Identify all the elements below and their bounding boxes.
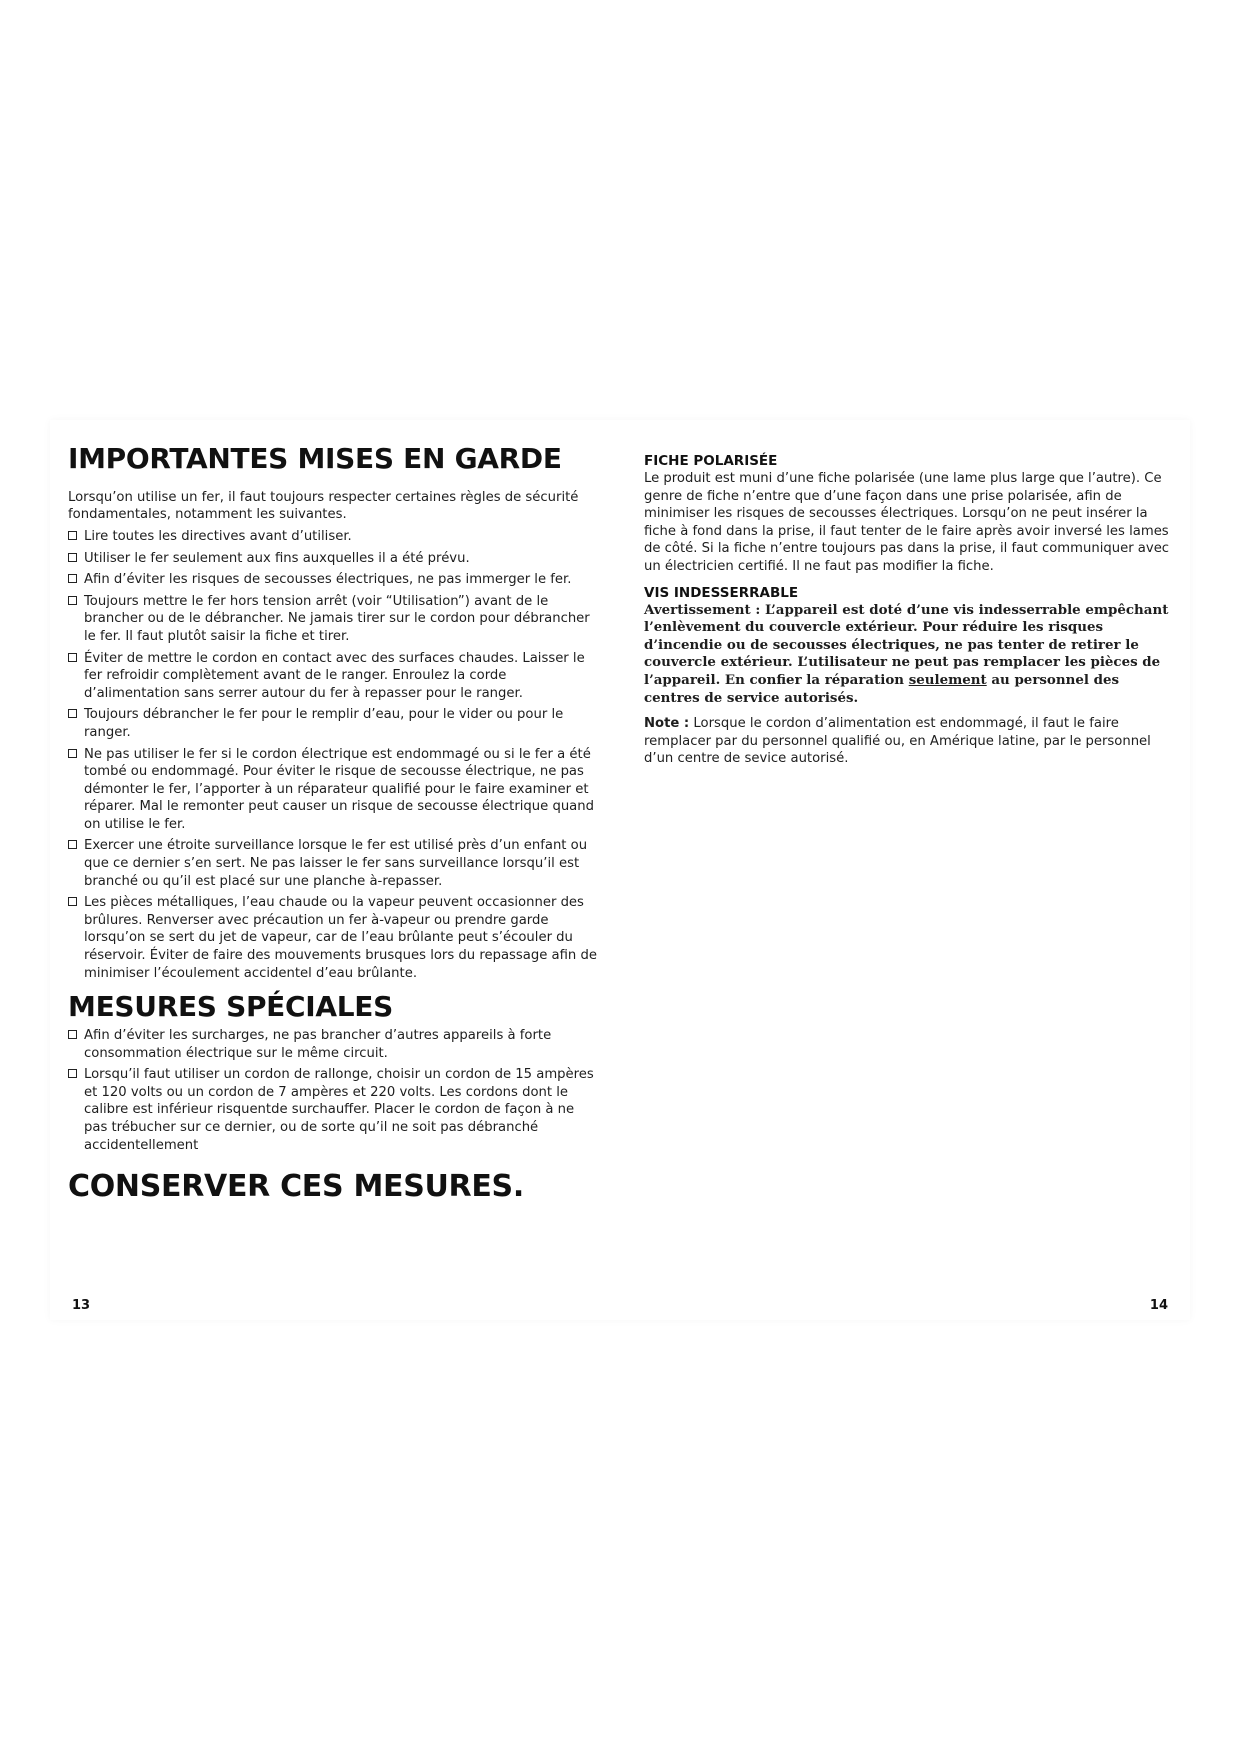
list-item: Toujours mettre le fer hors tension arrêt (voir “Utilisation”) avant de le brancher ou de le débrancher. Ne jamais tirer sur le cordon pour débrancher le fer. Il faut plutôt saisir la fiche et tirer. (68, 593, 598, 646)
heading-fiche-polarisee: FICHE POLARISÉE (644, 453, 778, 469)
list-item: Ne pas utiliser le fer si le cordon électrique est endommagé ou si le fer a été tombé ou endommagé. Pour éviter le risque de secousse électrique, ne pas démonter le fer, l’apporter à un réparateur qualifié pour le faire examiner et réparer. Mal le remonter peut causer un risque de secousse électrique quand on utilise le fer. (68, 746, 598, 834)
checkbox-square-icon (68, 897, 77, 906)
checkbox-square-icon (68, 553, 77, 562)
note-label: Note : (644, 716, 690, 732)
checkbox-square-icon (68, 749, 77, 758)
list-item: Exercer une étroite surveillance lorsque le fer est utilisé près d’un enfant ou que ce dernier s’en sert. Ne pas laisser le fer sans surveillance lorsqu’il est branché ou qu’il est placé sur une planche à-repasser. (68, 837, 598, 890)
intro-paragraph: Lorsqu’on utilise un fer, il faut toujours respecter certaines règles de sécurité fondamentales, notamment les suivantes. (68, 489, 579, 523)
list-item: Utiliser le fer seulement aux fins auxquelles il a été prévu. (68, 550, 598, 568)
list-item: Toujours débrancher le fer pour le remplir d’eau, pour le vider ou pour le ranger. (68, 706, 598, 741)
list-item: Éviter de mettre le cordon en contact avec des surfaces chaudes. Laisser le fer refroidir complètement avant de le ranger. Enroulez la corde d’alimentation sans serrer autour du fer à repasser pour le ranger. (68, 650, 598, 703)
checkbox-square-icon (68, 531, 77, 540)
safety-list (68, 528, 598, 982)
mesures-list (68, 1027, 598, 1154)
fiche-paragraph: Le produit est muni d’une fiche polarisée (une lame plus large que l’autre). Ce genre de fiche n’entre que d’une façon dans une prise polarisée, afin de minimiser les risques de secousses électriques. Lorsqu’on ne peut insérer la fiche à fond dans la prise, il faut tenter de le faire après avoir inversé les lames de côté. Si la fiche n’entre toujours pas dans la prise, il faut communiquer avec un électricien certifié. Il ne faut pas modifier la fiche. (644, 471, 1170, 574)
checkbox-square-icon (68, 596, 77, 605)
page-number-left: 13 (72, 1298, 91, 1313)
title-importantes-mises-en-garde: IMPORTANTES MISES EN GARDE (68, 442, 562, 475)
emphasis-seulement: seulement (908, 671, 987, 688)
checkbox-square-icon (68, 653, 77, 662)
note-paragraph: Note : Lorsque le cordon d’alimentation est endommagé, il faut le faire remplacer par du personnel qualifié ou, en Amérique latine, par le personnel d’un centre de sevice autorisé. (644, 716, 1151, 767)
list-item: Afin d’éviter les surcharges, ne pas brancher d’autres appareils à forte consommation électrique sur le même circuit. (68, 1027, 598, 1062)
right-page (644, 420, 1174, 768)
list-item: Lire toutes les directives avant d’utiliser. (68, 528, 598, 546)
checkbox-square-icon (68, 1069, 77, 1078)
list-item: Afin d’éviter les risques de secousses électriques, ne pas immerger le fer. (68, 571, 598, 589)
title-conserver-ces-mesures: CONSERVER CES MESURES. (68, 1169, 524, 1205)
checkbox-square-icon (68, 574, 77, 583)
checkbox-square-icon (68, 709, 77, 718)
list-item: Les pièces métalliques, l’eau chaude ou la vapeur peuvent occasionner des brûlures. Renverser avec précaution un fer à-vapeur ou prendre garde lorsqu’on se sert du jet de vapeur, car de l’eau brûlante peut s’écouler du réservoir. Éviter de faire des mouvements brusques lors du repassage afin de minimiser l’écoulement accidentel d’eau brûlante. (68, 894, 598, 982)
checkbox-square-icon (68, 1030, 77, 1039)
page-number-right: 14 (1149, 1298, 1168, 1313)
title-mesures-speciales: MESURES SPÉCIALES (68, 990, 393, 1024)
list-item: Lorsqu’il faut utiliser un cordon de rallonge, choisir un cordon de 15 ampères et 120 volts ou un cordon de 7 ampères et 220 volts. Les cordons dont le calibre est inférieur risquentde surchauffer. Placer le cordon de façon à ne pas trébucher sur ce dernier, ou de sorte qu’il ne soit pas débranché accidentellement (68, 1066, 598, 1154)
heading-vis-indesserrable: VIS INDESSERRABLE (644, 584, 799, 601)
left-page (68, 420, 598, 1203)
manual-spread (50, 420, 1190, 1320)
checkbox-square-icon (68, 840, 77, 849)
warning-paragraph: Avertissement : L’appareil est doté d’une vis indesserrable empêchant l’enlèvement du couvercle extérieur. Pour réduire les risques d’incendie ou de secousses électriques, ne pas tenter de retirer le couvercle extérieur. L’utilisateur ne peut pas remplacer les pièces de l’appareil. En confier la réparation seulement au personnel des centres de service autorisés. (644, 601, 1169, 706)
